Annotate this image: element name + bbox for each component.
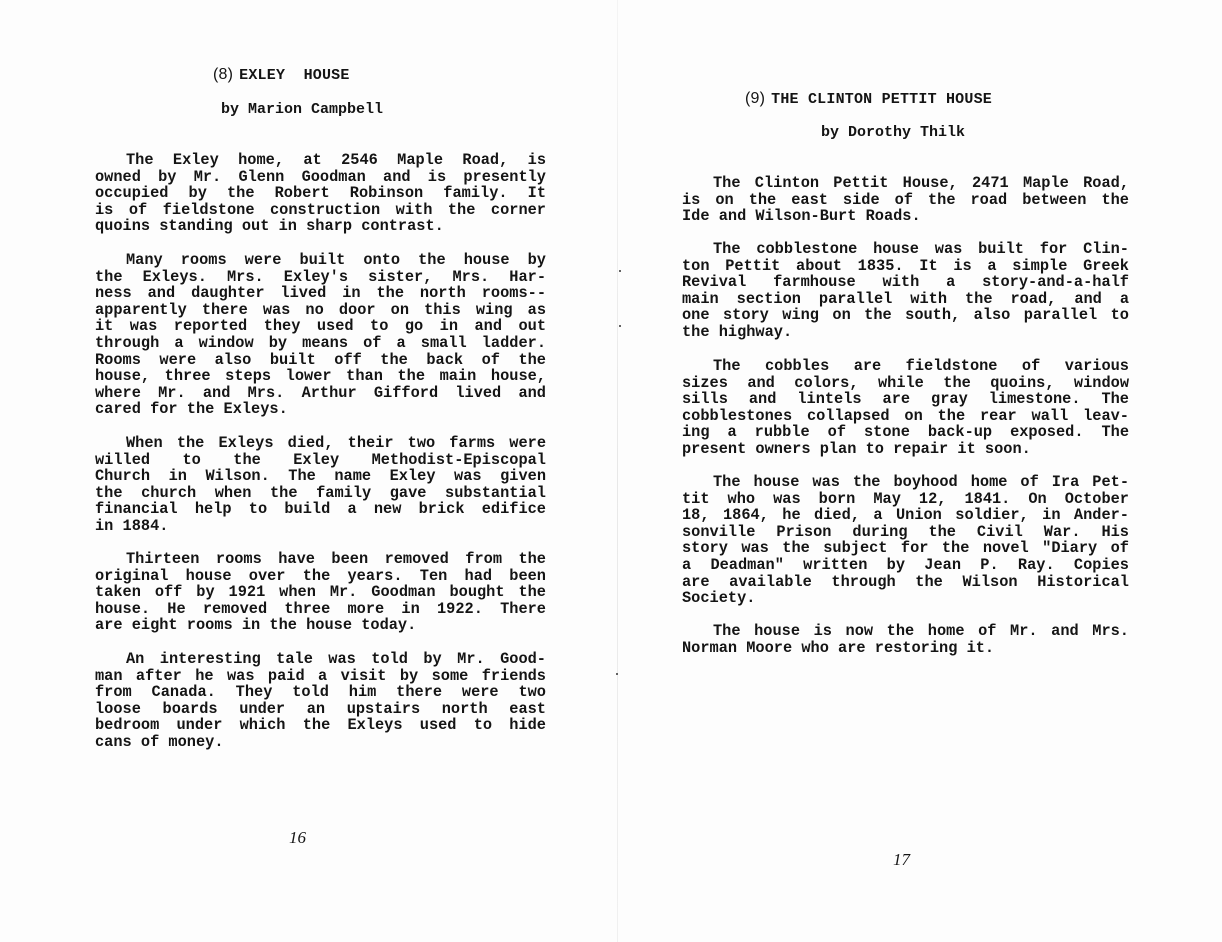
text-line: willed to the Exley Methodist-Episcopal: [95, 450, 546, 469]
text-line: present owners plan to repair it soon.: [682, 439, 1031, 458]
article-title: [745, 90, 992, 108]
text-line: The cobbles are fieldstone of various: [713, 357, 1129, 375]
text-line: where Mr. and Mrs. Arthur Gifford lived and: [95, 383, 546, 402]
article-byline: by Dorothy Thilk: [821, 124, 966, 141]
article-body: [95, 152, 546, 852]
paragraph: [682, 358, 1129, 458]
paragraph: [682, 241, 1129, 341]
page-number: 17: [893, 850, 910, 869]
text-line: The Exley home, at 2546 Maple Road, is: [126, 151, 546, 169]
page-number: 16: [289, 828, 306, 847]
text-line: quoins standing out in sharp contrast.: [95, 217, 444, 236]
text-line: cans of money.: [95, 732, 224, 751]
paragraph: [682, 474, 1129, 607]
text-line: Society.: [682, 589, 756, 608]
text-line: taken off by 1921 when Mr. Goodman bought the: [95, 583, 546, 602]
text-line: the church when the family gave substantial: [95, 483, 546, 502]
text-line: is of fieldstone construction with the corner: [95, 200, 546, 219]
text-line: Church in Wilson. The name Exley was given: [95, 467, 546, 486]
text-line: a Deadman" written by Jean P. Ray. Copies: [682, 555, 1129, 574]
text-line: sizes and colors, while the quoins, window: [682, 373, 1129, 392]
text-line: house, three steps lower than the main house,: [95, 367, 546, 386]
text-line: sills and lintels are gray limestone. The: [682, 390, 1129, 409]
paragraph: [95, 435, 546, 535]
article-number: (8): [213, 66, 234, 83]
paragraph: [95, 651, 546, 751]
text-line: sonville Prison during the Civil War. His: [682, 522, 1129, 541]
paragraph: [95, 551, 546, 634]
article-byline: by Marion Campbell: [221, 101, 384, 118]
article-title-text: EXLEY HOUSE: [239, 67, 350, 84]
text-line: The cobblestone house was built for Clin-: [713, 240, 1129, 258]
right-page: [618, 0, 1222, 942]
text-line: Ide and Wilson-Burt Roads.: [682, 207, 921, 226]
text-line: owned by Mr. Glenn Goodman and is presently: [95, 167, 546, 186]
article-body: [682, 175, 1129, 875]
paragraph: [95, 152, 546, 235]
text-line: When the Exleys died, their two farms were: [126, 434, 546, 452]
text-line: The Clinton Pettit House, 2471 Maple Road,: [713, 174, 1129, 192]
text-line: from Canada. They told him there were two: [95, 683, 546, 702]
article-title: [213, 66, 350, 84]
paragraph: [682, 175, 1129, 225]
text-line: are available through the Wilson Historical: [682, 572, 1129, 591]
text-line: loose boards under an upstairs north east: [95, 699, 546, 718]
text-line: story was the subject for the novel "Diary of: [682, 539, 1129, 558]
text-line: tit who was born May 12, 1841. On October: [682, 489, 1129, 508]
text-line: are eight rooms in the house today.: [95, 616, 417, 635]
text-line: original house over the years. Ten had been: [95, 566, 546, 585]
text-line: Revival farmhouse with a story-and-a-half: [682, 273, 1129, 292]
text-line: ing a rubble of stone back-up exposed. The: [682, 423, 1129, 442]
text-line: occupied by the Robert Robinson family. It: [95, 184, 546, 203]
text-line: Rooms were also built off the back of the: [95, 350, 546, 369]
text-line: apparently there was no door on this wing as: [95, 300, 546, 319]
text-line: main section parallel with the road, and a: [682, 289, 1129, 308]
text-line: bedroom under which the Exleys used to hide: [95, 716, 546, 735]
text-line: cobblestones collapsed on the rear wall leav-: [682, 406, 1129, 425]
text-line: house. He removed three more in 1922. There: [95, 599, 546, 618]
text-line: man after he was paid a visit by some friends: [95, 666, 546, 685]
text-line: Norman Moore who are restoring it.: [682, 638, 995, 657]
text-line: cared for the Exleys.: [95, 400, 288, 419]
text-line: through a window by means of a small ladder.: [95, 333, 546, 352]
text-line: the highway.: [682, 322, 793, 341]
article-number: (9): [745, 90, 766, 107]
paragraph: [682, 623, 1129, 656]
article-title-text: THE CLINTON PETTIT HOUSE: [771, 91, 992, 108]
text-line: Many rooms were built onto the house by: [126, 251, 546, 269]
text-line: financial help to build a new brick edifice: [95, 500, 546, 519]
text-line: in 1884.: [95, 516, 169, 535]
text-line: ness and daughter lived in the north rooms--: [95, 284, 546, 303]
text-line: 18, 1864, he died, a Union soldier, in Ander-: [682, 506, 1129, 525]
text-line: one story wing on the south, also parallel to: [682, 306, 1129, 325]
text-line: ton Pettit about 1835. It is a simple Greek: [682, 256, 1129, 275]
paragraph: [95, 252, 546, 418]
text-line: the Exleys. Mrs. Exley's sister, Mrs. Har-: [95, 267, 546, 286]
text-line: The house is now the home of Mr. and Mrs.: [713, 622, 1129, 640]
text-line: Thirteen rooms have been removed from the: [126, 550, 546, 568]
text-line: The house was the boyhood home of Ira Pet-: [713, 473, 1129, 491]
text-line: it was reported they used to go in and out: [95, 317, 546, 336]
text-line: is on the east side of the road between the: [682, 190, 1129, 209]
text-line: An interesting tale was told by Mr. Good-: [126, 650, 546, 668]
